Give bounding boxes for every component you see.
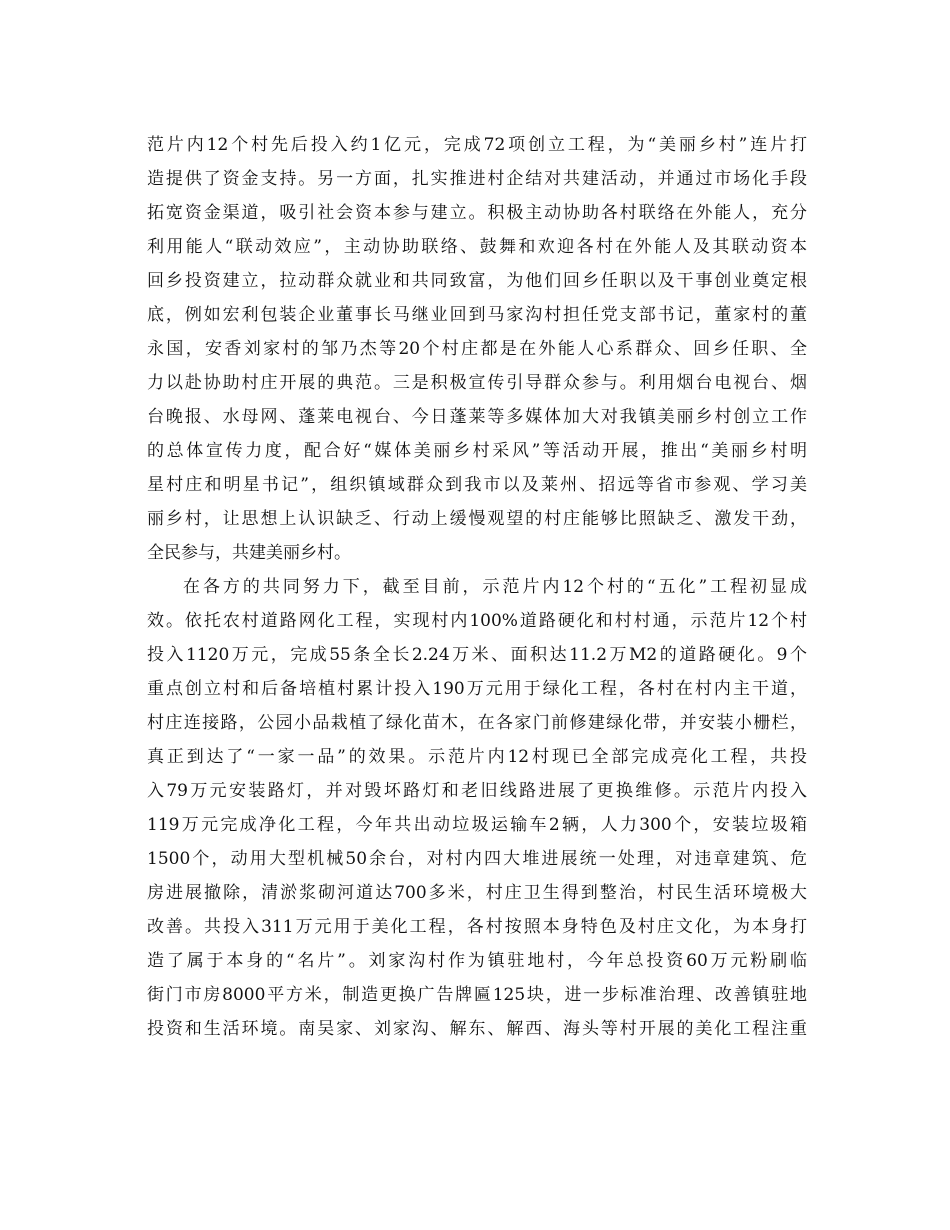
- text-line: 效。依托农村道路网化工程，实现村内100%道路硬化和村村通，示范片12个村: [147, 611, 807, 631]
- text-line: 台晚报、水母网、蓬莱电视台、今日蓬莱等多媒体加大对我镇美丽乡村创立工作: [147, 407, 807, 427]
- text-line: 利用能人“联动效应”，主动协助联络、鼓舞和欢迎各村在外能人及其联动资本: [147, 237, 807, 257]
- paragraph-2: [147, 570, 807, 1046]
- text-line: 的总体宣传力度，配合好“媒体美丽乡村采风”等活动开展，推出“美丽乡村明: [147, 441, 807, 461]
- text-line: 底，例如宏利包装企业董事长马继业回到马家沟村担任党支部书记，董家村的董: [147, 305, 807, 325]
- text-line: 街门市房8000平方米，制造更换广告牌匾125块，进一步标准治理、改善镇驻地: [147, 985, 807, 1005]
- text-line: 房进展撤除，清淤浆砌河道达700多米，村庄卫生得到整治，村民生活环境极大: [147, 883, 807, 903]
- text-line: 力以赴协助村庄开展的典范。三是积极宣传引导群众参与。利用烟台电视台、烟: [147, 373, 807, 393]
- text-line: 投入1120万元，完成55条全长2.24万米、面积达11.2万M2的道路硬化。9个: [147, 645, 807, 665]
- text-line: 造了属于本身的“名片”。刘家沟村作为镇驻地村，今年总投资60万元粉刷临: [147, 951, 807, 971]
- text-line: 投资和生活环境。南吴家、刘家沟、解东、解西、海头等村开展的美化工程注重: [147, 1019, 807, 1039]
- text-line: 永国，安香刘家村的邹乃杰等20个村庄都是在外能人心系群众、回乡任职、全: [147, 339, 807, 359]
- text-line: 1500个，动用大型机械50余台，对村内四大堆进展统一处理，对违章建筑、危: [147, 849, 807, 869]
- text-line: 入79万元安装路灯，并对毁坏路灯和老旧线路进展了更换维修。示范片内投入: [147, 781, 807, 801]
- text-line: 真正到达了“一家一品”的效果。示范片内12村现已全部完成亮化工程，共投: [147, 747, 807, 767]
- text-line: 119万元完成净化工程，今年共出动垃圾运输车2辆，人力300个，安装垃圾箱: [147, 815, 807, 835]
- text-line: 范片内12个村先后投入约1亿元，完成72项创立工程，为“美丽乡村”连片打: [147, 135, 807, 155]
- text-line: 改善。共投入311万元用于美化工程，各村按照本身特色及村庄文化，为本身打: [147, 917, 807, 937]
- text-line: 全民参与，共建美丽乡村。: [147, 543, 351, 563]
- paragraph-1: [147, 128, 807, 570]
- text-line: 回乡投资建立，拉动群众就业和共同致富，为他们回乡任职以及干事创业奠定根: [147, 271, 807, 291]
- text-line: 在各方的共同努力下，截至目前，示范片内12个村的“五化”工程初显成: [183, 577, 807, 597]
- text-line: 星村庄和明星书记”，组织镇域群众到我市以及莱州、招远等省市参观、学习美: [147, 475, 807, 495]
- text-line: 村庄连接路，公园小品栽植了绿化苗木，在各家门前修建绿化带，并安装小栅栏，: [147, 713, 807, 733]
- text-line: 造提供了资金支持。另一方面，扎实推进村企结对共建活动，并通过市场化手段: [147, 169, 807, 189]
- text-line: 重点创立村和后备培植村累计投入190万元用于绿化工程，各村在村内主干道，: [147, 679, 807, 699]
- text-line: 丽乡村，让思想上认识缺乏、行动上缓慢观望的村庄能够比照缺乏、激发干劲，: [147, 509, 807, 529]
- body-text: [147, 128, 807, 1046]
- text-line: 拓宽资金渠道，吸引社会资本参与建立。积极主动协助各村联络在外能人，充分: [147, 203, 807, 223]
